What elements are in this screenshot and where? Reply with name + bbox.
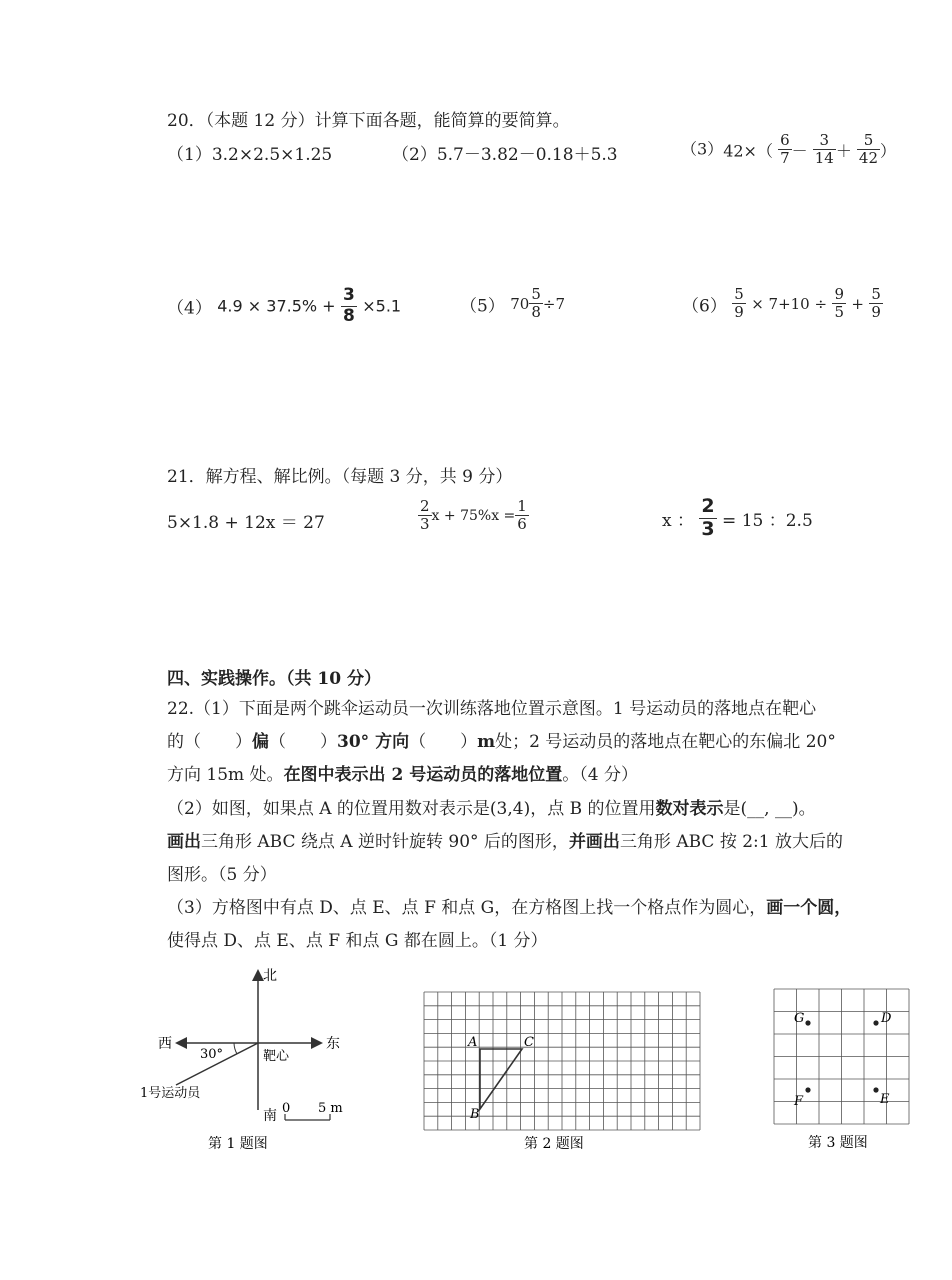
grid-2-lines <box>424 992 700 1130</box>
triangle-abc <box>480 1049 522 1109</box>
q20-part2 <box>392 140 618 165</box>
q20-p4-label: （4） <box>167 298 212 319</box>
q20-title: 20．（本题 12 分）计算下面各题，能简算的要简算。 <box>167 111 570 131</box>
q22-line1: 22.（1）下面是两个跳伞运动员一次训练落地位置示意图。1 号运动员的落地点在靶心 <box>167 699 817 719</box>
q20-p6-frac1: $\frac{5}{9}$ <box>734 285 744 322</box>
q20-p6-label: （6） <box>682 296 727 317</box>
q20-p5-frac: $\frac{5}{8}$ <box>531 285 541 322</box>
q22-line6: 图形。（5 分） <box>167 865 277 885</box>
point-g <box>805 1020 810 1025</box>
point-a-label: A <box>468 1035 478 1050</box>
point-b-label: B <box>470 1107 480 1122</box>
q21-eq3-frac: $\frac{2}{3}$ <box>701 495 715 540</box>
q20-part1 <box>167 140 332 165</box>
q21-eq3-pre: x ： <box>662 510 694 531</box>
q20-part4 <box>167 286 401 326</box>
q20-p4-post: ×5.1 <box>362 296 402 316</box>
q22-line8: 使得点 D、点 E、点 F 和点 G 都在圆上。（1 分） <box>167 931 548 951</box>
q20-p3-label: （3） <box>681 139 724 159</box>
scale-five: 5 m <box>318 1101 343 1116</box>
q21-eq2-mid: x + 75%x = <box>431 507 516 524</box>
scale-zero: 0 <box>282 1101 291 1116</box>
point-d-label: D <box>881 1011 892 1026</box>
point-d <box>873 1020 878 1025</box>
section4-title: 四、实践操作。（共 10 分） <box>167 669 381 689</box>
q20-p1-label: （1） <box>167 145 212 165</box>
point-g-label: G <box>794 1011 805 1026</box>
q20-p6-frac2: $\frac{9}{5}$ <box>834 285 845 322</box>
figure-1-compass <box>130 960 370 1160</box>
figure-2-caption: 第 2 题图 <box>524 1136 584 1152</box>
angle-label: 30° <box>200 1047 224 1062</box>
q20-p2-expr: 5.7－3.82－0.18＋5.3 <box>436 145 618 165</box>
q20-part3: （3）42×（ $\frac{6}{7}$ － $\frac{3}{14}$ ＋ $\frac{5}{42}$ ） <box>681 131 897 168</box>
figure-2-grid <box>410 980 710 1160</box>
q20-p5-label: （5） <box>460 296 505 317</box>
q21-eq2-frac1: $\frac{2}{3}$ <box>420 497 430 534</box>
q21-eq1: 5×1.8 + 12x ＝ 27 <box>167 513 325 533</box>
south-label: 南 <box>263 1108 277 1124</box>
athlete-label: 1号运动员 <box>140 1086 201 1101</box>
q20-p5-post: ÷7 <box>542 294 565 313</box>
q20-p3-pre: 42×（ <box>723 141 773 161</box>
point-c-label: C <box>524 1035 534 1050</box>
q21-title: 21．解方程、解比例。（每题 3 分，共 9 分） <box>167 467 513 487</box>
q20-part5 <box>460 286 565 322</box>
q21-eq3-post: = 15 ：2.5 <box>722 510 813 531</box>
q22-line2: 的（ ）偏（ ）30° 方向（ ）m处；2 号运动员的落地点在靶心的东偏北 20° <box>167 732 836 752</box>
q22-line4: （2）如图，如果点 A 的位置用数对表示是(3,4)，点 B 的位置用数对表示是(__, __)。 <box>167 799 816 819</box>
q20-p4-frac: $\frac{3}{8}$ <box>342 285 355 326</box>
q22-line3: 方向 15m 处。在图中表示出 2 号运动员的落地位置。（4 分） <box>167 765 638 785</box>
q21-eq3 <box>662 496 813 541</box>
q20-p6-op: + <box>851 294 864 313</box>
q20-p3-frac2: $\frac{3}{14}$ <box>814 131 834 168</box>
q20-part6 <box>682 286 883 322</box>
q22-line7: （3）方格图中有点 D、点 E、点 F 和点 G，在方格图上找一个格点作为圆心，画一个圆， <box>167 898 852 918</box>
q20-p6-mid: × 7+10 ÷ <box>751 294 828 313</box>
q21-eq2 <box>418 498 529 534</box>
east-label: 东 <box>326 1036 340 1052</box>
west-label: 西 <box>158 1036 172 1052</box>
north-label: 北 <box>263 968 277 984</box>
point-e-label: E <box>880 1092 890 1107</box>
point-f-label: F <box>794 1094 804 1109</box>
target-center-label: 靶心 <box>263 1049 290 1064</box>
point-e <box>873 1087 878 1092</box>
q20-p6-frac3: $\frac{5}{9}$ <box>871 285 881 322</box>
q20-p3-frac3: $\frac{5}{42}$ <box>858 131 879 168</box>
q20-p4-pre: 4.9 × 37.5% + <box>217 296 336 316</box>
q21-eq2-frac2: $\frac{1}{6}$ <box>517 497 527 534</box>
q20-p5-pre: 70 <box>510 294 530 313</box>
q22-line5: 画出三角形 ABC 绕点 A 逆时针旋转 90° 后的图形，并画出三角形 ABC 按 2:1 放大后的 <box>167 832 844 852</box>
figure-3-grid <box>770 985 920 1160</box>
figure-1-caption: 第 1 题图 <box>208 1136 268 1152</box>
point-f <box>805 1087 810 1092</box>
figure-3-caption: 第 3 题图 <box>808 1135 868 1151</box>
angle-arc <box>234 1043 237 1054</box>
q20-p1-expr: 3.2×2.5×1.25 <box>211 145 333 165</box>
q20-p3-frac1: $\frac{6}{7}$ <box>780 131 790 168</box>
q20-p2-label: （2） <box>392 145 437 165</box>
